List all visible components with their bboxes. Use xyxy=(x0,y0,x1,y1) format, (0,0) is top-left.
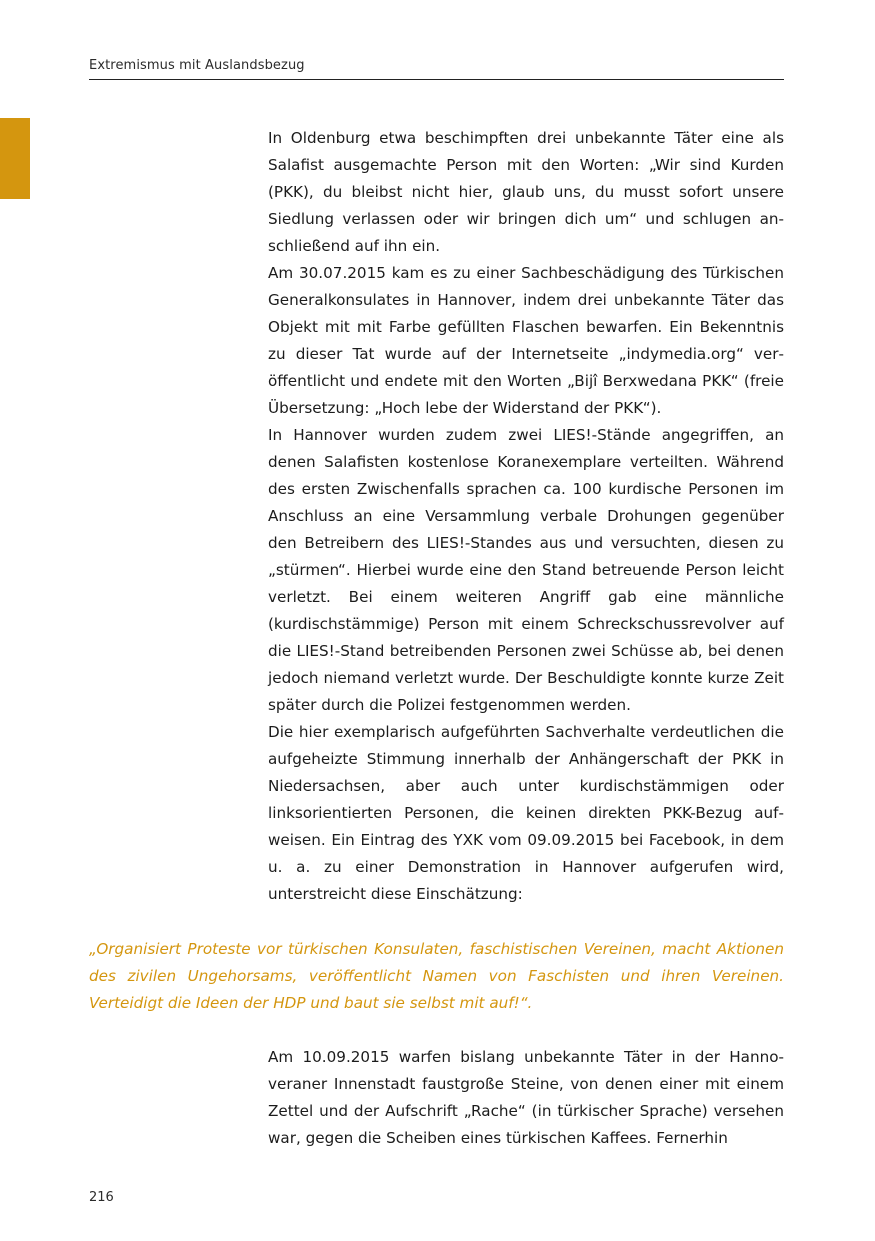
body-column-top xyxy=(268,125,784,908)
running-header-title: Extremismus mit Auslandsbezug xyxy=(89,58,305,73)
paragraph-kaffee: Am 10.09.2015 warfen bislang unbekannte Täter in der Hannoveraner Innenstadt faustgroße Steine, von denen einer mit einem Zettel und der Aufschrift „Rache“ (in türkischer Sprache) versehen war, gegen die Scheiben eines türkischen Kaffees. Fernerhin xyxy=(268,1048,784,1147)
paragraph-einschaetzung: Die hier exemplarisch aufgeführten Sachverhalte verdeutlichen die aufgeheizte Stimmung innerhalb der Anhängerschaft der PKK in Niedersachsen, aber auch unter kurdischstämmigen oder linksorientierten Personen, die keinen direkten PKK-Bezug aufweisen. Ein Eintrag des YXK vom 09.09.2015 bei Facebook, in dem u. a. zu einer Demonstration in Hannover aufgerufen wird, unterstreicht diese Einschätzung: xyxy=(268,723,784,903)
running-header xyxy=(89,57,784,80)
paragraph-lies-staende: In Hannover wurden zudem zwei LIES!-Stände angegriffen, an denen Salafisten kostenlose Koranexemplare verteilten. Während des ersten Zwischenfalls sprachen ca. 100 kurdische Personen im Anschluss an eine Versammlung verbale Drohungen gegenüber den Betreibern des LIES!-Standes aus und versuchten, diesen zu „stürmen“. Hierbei wurde eine den Stand betreuende Person leicht verletzt. Bei einem weiteren Angriff gab eine männliche (kurdischstämmige) Person mit einem Schreckschussrevolver auf die LIES!-Stand betreibenden Personen zwei Schüsse ab, bei denen jedoch niemand verletzt wurde. Der Beschuldigte konnte kurze Zeit später durch die Polizei festgenommen werden. xyxy=(268,426,784,714)
page-number: 216 xyxy=(89,1190,114,1205)
chapter-marker-tab xyxy=(0,118,30,199)
paragraph-generalkonsulat: Am 30.07.2015 kam es zu einer Sachbeschädigung des Türkischen Generalkonsulates in Hannover, indem drei unbekannte Täter das Objekt mit mit Farbe gefüllten Flaschen bewarfen. Ein Bekenntnis zu dieser Tat wurde auf der Internetseite „indymedia.org“ veröffentlicht und endete mit den Worten „Bijî Berxwedana PKK“ (freie Übersetzung: „Hoch lebe der Widerstand der PKK“). xyxy=(268,264,784,417)
body-column-bottom xyxy=(268,1044,784,1152)
facebook-quote: „Organisiert Proteste vor türkischen Konsulaten, faschistischen Vereinen, macht Aktionen des zivilen Ungehorsams, veröffentlicht Namen von Faschisten und ihren Vereinen. Verteidigt die Ideen der HDP und baut sie selbst mit auf!“. xyxy=(89,940,784,1012)
paragraph-oldenburg: In Oldenburg etwa beschimpften drei unbekannte Täter eine als Salafist ausgemachte Person mit den Worten: „Wir sind Kurden (PKK), du bleibst nicht hier, glaub uns, du musst sofort unsere Siedlung verlassen oder wir bringen dich um“ und schlugen anschließend auf ihn ein. xyxy=(268,129,784,255)
